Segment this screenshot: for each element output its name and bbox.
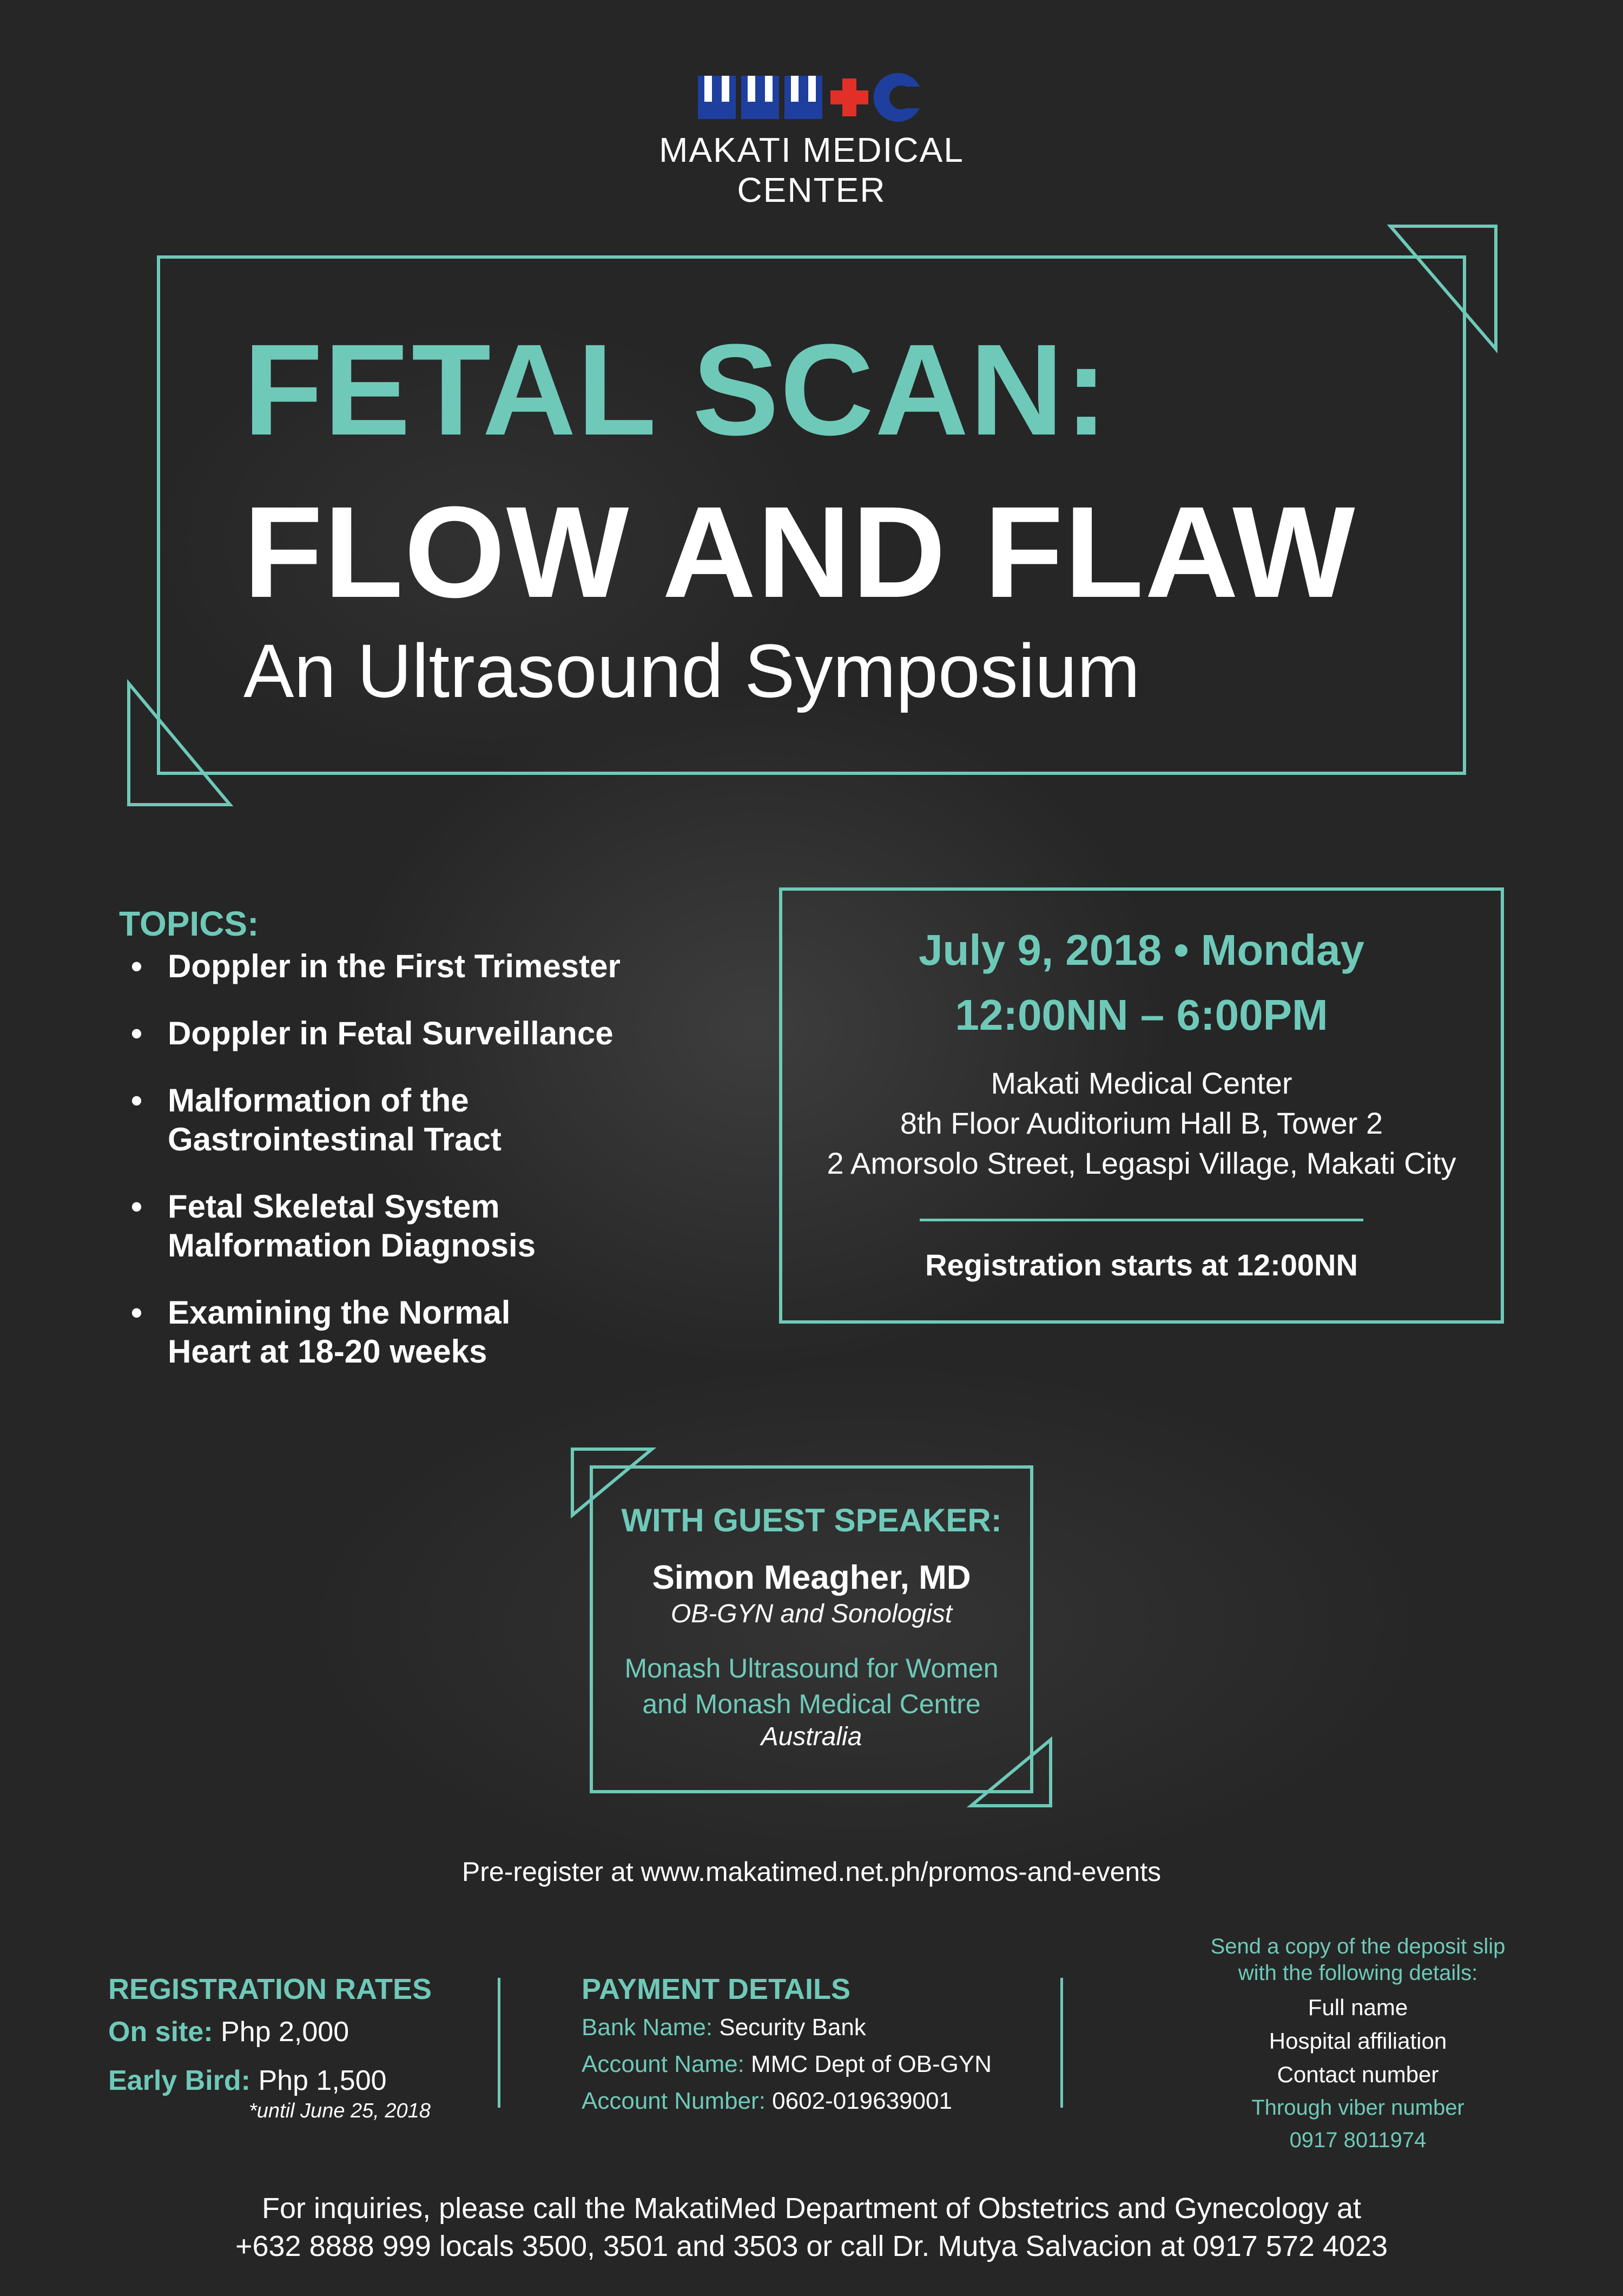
list-item: • Malformation of the Gastrointestinal Tract: [124, 1081, 579, 1159]
list-item: • Examining the Normal Heart at 18-20 weeks: [124, 1293, 579, 1371]
event-street: 2 Amorsolo Street, Legaspi Village, Makati City: [827, 1146, 1456, 1180]
divider: [920, 1219, 1363, 1221]
account-name-label: Account Name:: [582, 2051, 744, 2077]
bank-label: Bank Name:: [582, 2014, 713, 2041]
hospital-name: MAKATI MEDICAL CENTER: [659, 130, 964, 209]
account-number-label: Account Number:: [582, 2088, 766, 2114]
speaker-heading: WITH GUEST SPEAKER:: [621, 1502, 1002, 1538]
rate-early-bird: [108, 2064, 387, 2097]
rate-onsite-label: On site:: [108, 2016, 213, 2048]
speaker-role: OB-GYN and Sonologist: [670, 1600, 953, 1628]
speaker-name: Simon Meagher, MD: [652, 1559, 971, 1596]
event-date: July 9, 2018 • Monday: [919, 926, 1364, 974]
payment-account-number: [582, 2088, 952, 2115]
event-time: 12:00NN – 6:00PM: [955, 991, 1328, 1039]
list-item: • Doppler in the First Trimester: [124, 947, 720, 986]
event-address: [779, 1063, 1504, 1183]
rate-onsite: [108, 2016, 349, 2048]
viber-number: 0917 8011974: [1289, 2128, 1427, 2152]
rate-onsite-value: Php 2,000: [221, 2016, 349, 2048]
deposit-line-2: with the following details:: [1238, 1961, 1478, 1985]
hospital-logo: [649, 70, 974, 209]
early-bird-note: *until June 25, 2018: [249, 2100, 431, 2122]
deposit-line-1: Send a copy of the deposit slip: [1210, 1935, 1506, 1958]
speaker-org-line-2: and Monash Medical Centre: [642, 1689, 981, 1719]
payment-bank: [582, 2014, 866, 2041]
topics-heading: TOPICS:: [119, 904, 259, 943]
account-number-value: 0602-019639001: [772, 2088, 952, 2114]
bank-value: Security Bank: [719, 2014, 866, 2041]
list-item: • Fetal Skeletal System Malformation Diagnosis: [124, 1187, 611, 1265]
title-line-1: FETAL SCAN:: [243, 317, 1109, 462]
rate-early-value: Php 1,500: [258, 2065, 387, 2096]
divider: [498, 1978, 500, 2108]
deposit-detail: Hospital affiliation: [1269, 2028, 1447, 2054]
viber-label: Through viber number: [1251, 2096, 1464, 2120]
list-item: • Doppler in Fetal Surveillance: [124, 1014, 720, 1053]
corner-triangle-bottom-left: [124, 679, 238, 809]
inquiries-line-1: For inquiries, please call the MakatiMed Department of Obstetrics and Gynecology at: [262, 2192, 1361, 2225]
mmc-logo-icon: [698, 70, 925, 124]
preregister-link[interactable]: Pre-register at www.makatimed.net.ph/promos-and-events: [461, 1857, 1162, 1887]
speaker-country: Australia: [761, 1722, 862, 1751]
speaker-organization: [590, 1650, 1033, 1722]
rates-heading: REGISTRATION RATES: [108, 1973, 432, 2005]
registration-start: Registration starts at 12:00NN: [925, 1248, 1358, 1282]
rate-early-label: Early Bird:: [108, 2065, 250, 2096]
deposit-detail: Contact number: [1277, 2062, 1439, 2087]
event-room: 8th Floor Auditorium Hall B, Tower 2: [900, 1106, 1383, 1140]
divider: [1060, 1978, 1063, 2108]
payment-heading: PAYMENT DETAILS: [582, 1973, 851, 2005]
inquiries-line-2: +632 8888 999 locals 3500, 3501 and 3503 or call Dr. Mutya Salvacion at 0917 572 4023: [235, 2230, 1388, 2262]
payment-account-name: [582, 2051, 992, 2078]
title-subtitle: An Ultrasound Symposium: [243, 628, 1140, 713]
deposit-detail: Full name: [1308, 1995, 1408, 2020]
speaker-org-line-1: Monash Ultrasound for Women: [624, 1653, 999, 1683]
account-name-value: MMC Dept of OB-GYN: [751, 2051, 992, 2077]
corner-triangle-top-right: [1385, 222, 1504, 357]
title-line-2: FLOW AND FLAW: [243, 479, 1356, 624]
event-venue: Makati Medical Center: [991, 1066, 1292, 1100]
topics-list: [124, 947, 720, 1399]
